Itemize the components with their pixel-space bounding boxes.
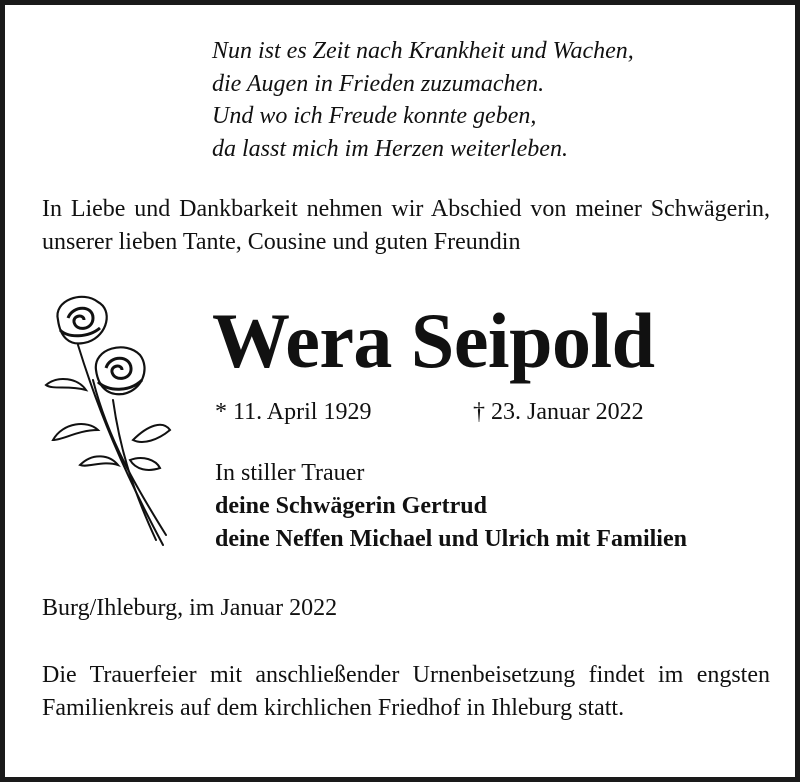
roses-icon <box>38 290 173 555</box>
poem-line: Nun ist es Zeit nach Krankheit und Wachen, <box>212 38 634 64</box>
mourner-line: deine Neffen Michael und Ulrich mit Familien <box>215 526 687 552</box>
poem <box>212 35 634 165</box>
service-info: Die Trauerfeier mit anschließender Urnenbeisetzung findet im engsten Familienkreis auf dem kirchlichen Friedhof in Ihleburg statt. <box>42 662 770 721</box>
death-date: † 23. Januar 2022 <box>473 399 644 425</box>
mourner-line: deine Schwägerin Gertrud <box>215 493 487 519</box>
birth-date: * 11. April 1929 <box>215 399 372 425</box>
place-date: Burg/Ihleburg, im Januar 2022 <box>42 595 338 621</box>
poem-line: da lasst mich im Herzen weiterleben. <box>212 135 568 162</box>
poem-line: die Augen in Frieden zuzumachen. <box>212 70 545 97</box>
mourners <box>215 457 687 556</box>
deceased-name: Wera Seipold <box>212 297 655 384</box>
intro-text: In Liebe und Dankbarkeit nehmen wir Abschied von meiner Schwägerin, unserer lieben Tante, Cousine und guten Freundin <box>42 196 770 255</box>
mourners-heading: In stiller Trauer <box>215 460 365 486</box>
poem-line: Und wo ich Freude konnte geben, <box>212 103 537 129</box>
